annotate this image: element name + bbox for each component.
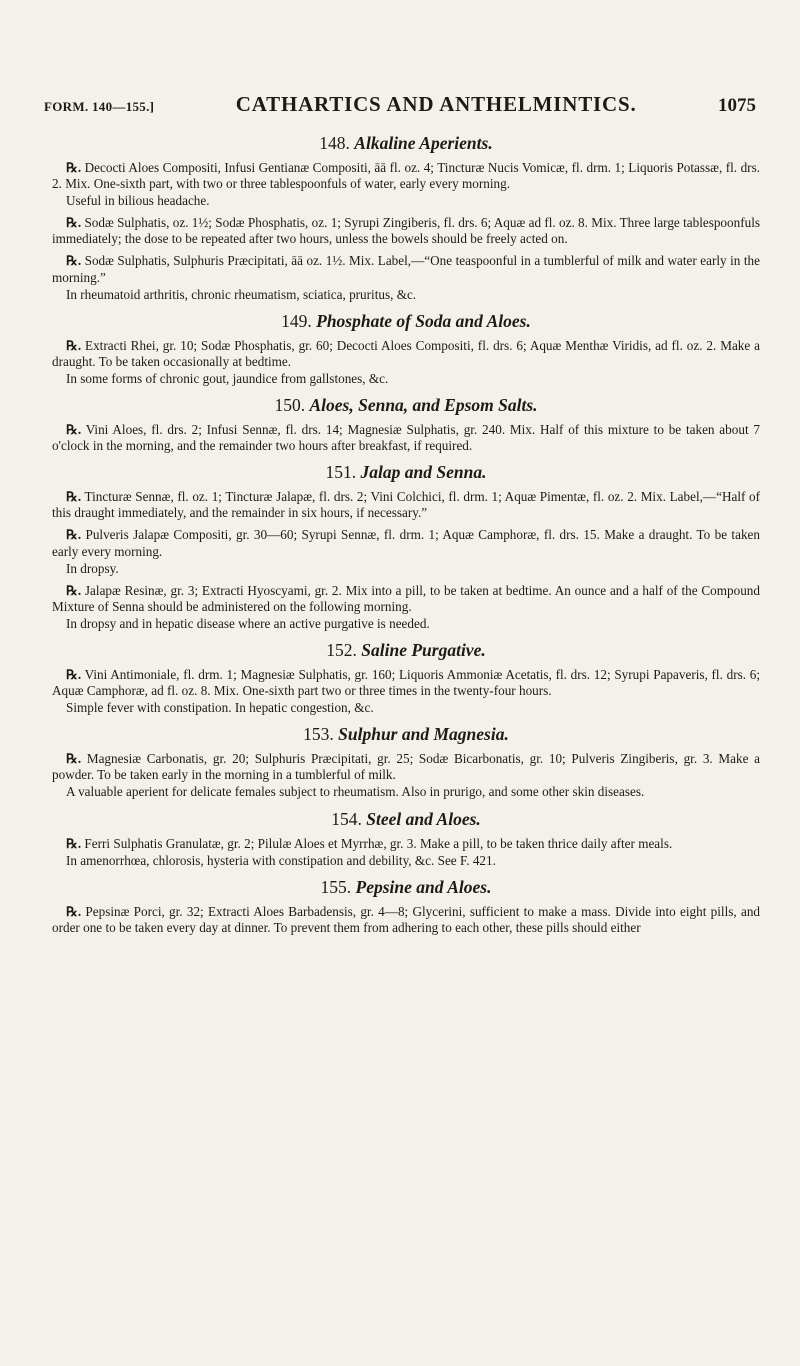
- recipe-symbol: ℞.: [66, 160, 82, 175]
- prescription-paragraph: [52, 583, 760, 615]
- indication-note: [52, 193, 760, 209]
- section-heading: [52, 640, 760, 661]
- paragraph-text: Ferri Sulphatis Granulatæ, gr. 2; Pilulæ Aloes et Myrrhæ, gr. 3. Make a pill, to be taken thrice daily after meals.: [84, 835, 673, 851]
- recipe-symbol: ℞.: [66, 835, 82, 851]
- recipe-symbol: ℞.: [66, 527, 82, 543]
- prescription-paragraph: [52, 667, 760, 699]
- running-head: [44, 92, 756, 117]
- prescription-paragraph: [52, 489, 760, 521]
- recipe-symbol: ℞.: [66, 253, 82, 269]
- recipe-symbol: ℞.: [66, 489, 82, 505]
- recipe-symbol: ℞.: [66, 337, 82, 353]
- section-heading: [52, 877, 760, 898]
- section-heading: [52, 724, 760, 745]
- prescription-paragraph: [52, 253, 760, 285]
- section-heading: [52, 311, 760, 332]
- section-heading: [52, 462, 760, 483]
- prescription-paragraph: [52, 527, 760, 559]
- paragraph-text: Decocti Aloes Compositi, Infusi Gentianæ Compositi, āā fl. oz. 4; Tincturæ Nucis Vomicæ, fl. drm. 1; Liquoris Potassæ, fl. drs. 2. Mix. One-sixth part, with two or three tablespoonfuls of water, early every morning.: [52, 160, 760, 192]
- prescription-paragraph: [52, 904, 760, 936]
- paragraph-text: Useful in bilious headache.: [66, 193, 210, 209]
- indication-note: [52, 784, 760, 800]
- prescription-paragraph: [52, 215, 760, 247]
- paragraph-text: Pepsinæ Porci, gr. 32; Extracti Aloes Barbadensis, gr. 4—8; Glycerini, sufficient to make a mass. Divide into eight pills, and order one to be taken every day at dinner. To prevent them from adhering to each other, these pills should either: [52, 903, 761, 935]
- formula-number: 155.: [320, 876, 352, 897]
- formula-title: Aloes, Senna, and Epsom Salts.: [309, 395, 538, 416]
- paragraph-text: In dropsy and in hepatic disease where an active purgative is needed.: [66, 615, 430, 631]
- formula-title: Saline Purgative.: [361, 639, 486, 660]
- indication-note: [52, 853, 760, 869]
- chapter-title: CATHARTICS AND ANTHELMINTICS.: [235, 92, 637, 116]
- page-body: [52, 125, 760, 937]
- formula-number: 148.: [319, 133, 350, 153]
- prescription-paragraph: [52, 836, 760, 852]
- paragraph-text: Tincturæ Sennæ, fl. oz. 1; Tincturæ Jalapæ, fl. drs. 2; Vini Colchici, fl. drm. 1; Aquæ Pimentæ, fl. oz. 2. Mix. Label,—“Half of this draught immediately, and the remainder in six hours, if necessary.”: [52, 489, 761, 521]
- recipe-symbol: ℞.: [66, 215, 82, 231]
- formula-number: 153.: [303, 724, 334, 745]
- indication-note: [52, 616, 760, 632]
- formula-number: 154.: [331, 808, 362, 829]
- formula-title: Alkaline Aperients.: [354, 133, 493, 153]
- paragraph-text: In some forms of chronic gout, jaundice from gallstones, &c.: [66, 370, 389, 386]
- formula-range: FORM. 140—155.]: [44, 99, 155, 114]
- section-heading: [52, 133, 760, 154]
- section-heading: [52, 809, 760, 830]
- recipe-symbol: ℞.: [66, 751, 82, 767]
- formula-number: 149.: [281, 310, 312, 331]
- paragraph-text: Vini Antimoniale, fl. drm. 1; Magnesiæ Sulphatis, gr. 160; Liquoris Ammoniæ Acetatis, fl. drs. 12; Syrupi Papaveris, fl. drs. 6; Aquæ Camphoræ, ad fl. oz. 8. Mix. One-sixth part two or three times in the twenty-four hours.: [52, 666, 760, 699]
- formula-title: Jalap and Senna.: [360, 462, 487, 483]
- formula-number: 152.: [326, 639, 357, 660]
- formula-title: Steel and Aloes.: [366, 808, 481, 829]
- paragraph-text: Sodæ Sulphatis, oz. 1½; Sodæ Phosphatis, oz. 1; Syrupi Zingiberis, fl. drs. 6; Aquæ ad fl. oz. 8. Mix. Three large tablespoonfuls immediately; the dose to be repeated after two hours, unless the bowels should be freely acted on.: [52, 215, 760, 247]
- prescription-paragraph: [52, 338, 760, 370]
- paragraph-text: In dropsy.: [66, 560, 119, 576]
- prescription-paragraph: [52, 160, 760, 192]
- prescription-paragraph: [52, 751, 760, 783]
- paragraph-text: Simple fever with constipation. In hepatic congestion, &c.: [66, 700, 374, 716]
- formula-title: Pepsine and Aloes.: [355, 876, 492, 897]
- paragraph-text: Extracti Rhei, gr. 10; Sodæ Phosphatis, gr. 60; Decocti Aloes Compositi, fl. drs. 6; Aquæ Menthæ Viridis, ad fl. oz. 2. Make a draught. To be taken occasionally at bedtime.: [52, 337, 761, 369]
- paragraph-text: Vini Aloes, fl. drs. 2; Infusi Sennæ, fl. drs. 14; Magnesiæ Sulphatis, gr. 240. Mix. Half of this mixture to be taken about 7 o'clock in the morning, and the remainder two hours after breakfast, if required.: [52, 422, 760, 454]
- indication-note: [52, 371, 760, 387]
- paragraph-text: Sodæ Sulphatis, Sulphuris Præcipitati, āā oz. 1½. Mix. Label,—“One teaspoonful in a tumblerful of milk and water early in the morning.”: [52, 253, 760, 285]
- section-heading: [52, 395, 760, 416]
- paragraph-text: Jalapæ Resinæ, gr. 3; Extracti Hyoscyami, gr. 2. Mix into a pill, to be taken at bedtime. An ounce and a half of the Compound Mixture of Senna should be administered on the following morning.: [52, 582, 760, 614]
- page-number: 1075: [718, 95, 756, 116]
- recipe-symbol: ℞.: [66, 582, 82, 598]
- indication-note: [52, 700, 760, 716]
- indication-note: [52, 561, 760, 577]
- paragraph-text: In rheumatoid arthritis, chronic rheumatism, sciatica, pruritus, &c.: [66, 286, 417, 302]
- formula-title: Sulphur and Magnesia.: [338, 724, 509, 745]
- paragraph-text: In amenorrhœa, chlorosis, hysteria with constipation and debility, &c. See F. 421.: [66, 852, 496, 868]
- paragraph-text: Pulveris Jalapæ Compositi, gr. 30—60; Syrupi Sennæ, fl. drm. 1; Aquæ Camphoræ, fl. drs. 15. Make a draught. To be taken early every morning.: [52, 527, 760, 559]
- formula-number: 151.: [325, 462, 357, 483]
- recipe-symbol: ℞.: [66, 422, 82, 438]
- paragraph-text: Magnesiæ Carbonatis, gr. 20; Sulphuris Præcipitati, gr. 25; Sodæ Bicarbonatis, gr. 10; Pulveris Zingiberis, gr. 3. Make a powder. To be taken early in the morning in a tumblerful of milk.: [52, 751, 761, 783]
- indication-note: [52, 287, 760, 303]
- formula-title: Phosphate of Soda and Aloes.: [316, 310, 531, 331]
- recipe-symbol: ℞.: [66, 903, 82, 919]
- formula-number: 150.: [274, 395, 306, 416]
- recipe-symbol: ℞.: [66, 666, 82, 682]
- prescription-paragraph: [52, 422, 760, 454]
- paragraph-text: A valuable aperient for delicate females subject to rheumatism. Also in prurigo, and some other skin diseases.: [66, 784, 645, 800]
